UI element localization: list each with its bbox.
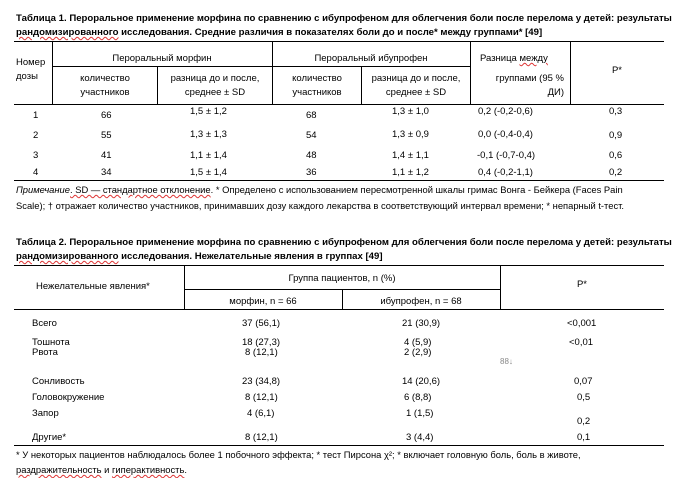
t2-cell-morphine: 18 (27,3) xyxy=(242,337,281,348)
t2-cell-morphine: 37 (56,1) xyxy=(242,318,281,329)
t1-subhead-rule xyxy=(52,66,470,67)
t1-cell-p: 0,6 xyxy=(609,150,623,161)
t1-cell-p: 0,2 xyxy=(609,167,623,178)
t2-note-line2 xyxy=(16,464,187,475)
t2-cell-ibuprofen: 1 (1,5) xyxy=(406,408,434,419)
t1-header-ibuprofen: Пероральный ибупрофен xyxy=(314,53,428,64)
t2-top-rule xyxy=(14,265,664,266)
table2-caption-line1: Таблица 2. Пероральное применение морфина по сравнению с ибупрофеном для облегчения боли после перелома у детей: результаты xyxy=(16,237,672,248)
t1-header-morphine-meandiff: разница до и после, среднее ± SD xyxy=(170,73,260,98)
t1-header-morphine-count: количество участников xyxy=(80,73,130,98)
t1-cell-dose: 4 xyxy=(33,167,39,178)
t1-header-diff-line2: группами (95 % ДИ) xyxy=(495,73,564,98)
table1-caption-word: рандомизированного xyxy=(16,27,119,38)
t1-cell-morphine-n: 66 xyxy=(101,110,112,121)
t1-cell-diff: -0,1 (-0,7-0,4) xyxy=(477,150,536,161)
t2-header-p: P* xyxy=(576,279,588,290)
t2-cell-morphine: 23 (34,8) xyxy=(242,376,281,387)
t1-cell-morphine-diff: 1,3 ± 1,3 xyxy=(190,129,227,140)
t1-note-rest: . * Определено с использованием пересмотренной шкалы гримас Вонга - Бейкера (Faces Pain xyxy=(210,184,623,195)
t1-note-label: Примечание xyxy=(16,184,70,195)
t2-cell-event: Рвота xyxy=(32,347,58,358)
t1-note-sd: . SD — стандартное отклонение xyxy=(70,184,211,195)
t1-note-line2: Scale); † отражает количество участников, принимавших дозу каждого лекарства в соответствующий интервал времени; * непарный t-тест. xyxy=(16,200,624,211)
t2-note-end: . xyxy=(184,464,187,475)
table2-caption-line2 xyxy=(16,251,383,262)
t2-header-ibuprofen: ибупрофен, n = 68 xyxy=(380,296,462,307)
t2-cell-ibuprofen: 4 (5,9) xyxy=(404,337,432,348)
t2-cell-event: Запор xyxy=(32,408,59,419)
t1-header-ibuprofen-count: количество участников xyxy=(292,73,342,98)
t2-bottom-rule xyxy=(14,445,664,446)
t2-note-and: и xyxy=(101,464,112,475)
t2-cell-p: 0,1 xyxy=(577,432,591,443)
t2-cell-ibuprofen: 2 (2,9) xyxy=(404,347,432,358)
t1-bottom-rule xyxy=(14,180,664,181)
t2-cell-event: Другие* xyxy=(32,432,67,443)
t1-cell-morphine-diff: 1,1 ± 1,4 xyxy=(190,150,227,161)
t2-cell-morphine: 4 (6,1) xyxy=(247,408,275,419)
t1-cell-diff: 0,4 (-0,2-1,1) xyxy=(478,167,533,178)
t2-header-group: Группа пациентов, n (%) xyxy=(288,273,396,284)
t2-cell-event: Тошнота xyxy=(32,337,70,348)
t1-cell-diff: 0,2 (-0,2-0,6) xyxy=(478,106,533,117)
t1-cell-dose: 2 xyxy=(33,130,39,141)
t1-header-diff-a: Разница xyxy=(480,53,520,64)
t1-cell-ibuprofen-n: 36 xyxy=(306,167,317,178)
t1-header-bottom-rule xyxy=(14,104,664,105)
t2-cell-event: Всего xyxy=(32,318,57,329)
t2-cell-event: Головокружение xyxy=(32,392,105,403)
t2-cell-p: 0,5 xyxy=(577,392,591,403)
t1-header-diff-line1 xyxy=(480,53,548,64)
t2-note-word1: раздражительность xyxy=(16,464,102,475)
t1-header-dose: Номер дозы xyxy=(16,57,46,82)
t1-cell-dose: 3 xyxy=(33,150,39,161)
table1-caption-line1: Таблица 1. Пероральное применение морфина по сравнению с ибупрофеном для облегчения боли после перелома у детей: результаты xyxy=(16,13,672,24)
t2-header-bottom-rule xyxy=(14,309,664,310)
t2-cell-ibuprofen: 14 (20,6) xyxy=(402,376,441,387)
t1-cell-diff: 0,0 (-0,4-0,4) xyxy=(478,129,533,140)
t2-cell-morphine: 8 (12,1) xyxy=(245,432,278,443)
t2-cell-p: 0,2 xyxy=(577,416,591,427)
t1-cell-ibuprofen-diff: 1,4 ± 1,1 xyxy=(392,150,429,161)
t2-cell-ibuprofen: 21 (30,9) xyxy=(402,318,441,329)
t1-cell-morphine-n: 55 xyxy=(101,130,112,141)
t1-cell-ibuprofen-diff: 1,1 ± 1,2 xyxy=(392,167,429,178)
t1-vline xyxy=(272,41,273,105)
t1-note-line1 xyxy=(16,184,623,195)
t1-cell-ibuprofen-n: 48 xyxy=(306,150,317,161)
t1-cell-p: 0,3 xyxy=(609,106,623,117)
t1-cell-ibuprofen-diff: 1,3 ± 0,9 xyxy=(392,129,429,140)
t2-cell-event: Сонливость xyxy=(32,376,85,387)
table2-caption-rest: исследования. Нежелательные явления в группах [49] xyxy=(118,251,383,262)
t2-cell-ibuprofen: 3 (4,4) xyxy=(406,432,434,443)
t1-cell-morphine-n: 41 xyxy=(101,150,112,161)
t2-note-line1: * У некоторых пациентов наблюдалось более 1 побочного эффекта; * тест Пирсона χ²; * включает головную боль, боль в животе, xyxy=(16,449,581,460)
t1-header-p: P* xyxy=(611,65,623,76)
t1-header-morphine: Пероральный морфин xyxy=(112,53,212,64)
t1-cell-p: 0,9 xyxy=(609,130,623,141)
table2-caption-word: рандомизированного xyxy=(16,251,119,262)
t1-header-ibuprofen-meandiff: разница до и после, среднее ± SD xyxy=(371,73,461,98)
t1-cell-morphine-diff: 1,5 ± 1,4 xyxy=(190,167,227,178)
t1-header-diff-b: между xyxy=(519,53,548,64)
table1-caption-rest: исследования. Средние различия в показателях боли до и после* между группами* [49] xyxy=(118,27,543,38)
t1-top-rule xyxy=(14,41,664,42)
t1-cell-morphine-diff: 1,5 ± 1,2 xyxy=(190,106,227,117)
table1-caption-line2 xyxy=(16,27,542,38)
t2-note-word2: гиперактивность xyxy=(111,464,185,475)
t2-cell-morphine: 8 (12,1) xyxy=(245,347,278,358)
t2-header-morphine: морфин, n = 66 xyxy=(229,296,297,307)
t1-cell-ibuprofen-diff: 1,3 ± 1,0 xyxy=(392,106,429,117)
t1-cell-morphine-n: 34 xyxy=(101,167,112,178)
t2-cell-p: <0,001 xyxy=(567,318,597,329)
t1-vline xyxy=(52,41,53,105)
t1-cell-ibuprofen-n: 68 xyxy=(306,110,317,121)
t1-cell-dose: 1 xyxy=(33,110,39,121)
t2-cell-p: 0,07 xyxy=(574,376,593,387)
t2-cell-ibuprofen: 6 (8,8) xyxy=(404,392,432,403)
t1-cell-ibuprofen-n: 54 xyxy=(306,130,317,141)
t2-header-event: Нежелательные явления* xyxy=(36,281,150,292)
t2-stray-mark: 88↓ xyxy=(500,357,513,366)
t2-cell-morphine: 8 (12,1) xyxy=(245,392,278,403)
t2-cell-p: <0,01 xyxy=(569,337,594,348)
t1-vline xyxy=(470,41,471,105)
